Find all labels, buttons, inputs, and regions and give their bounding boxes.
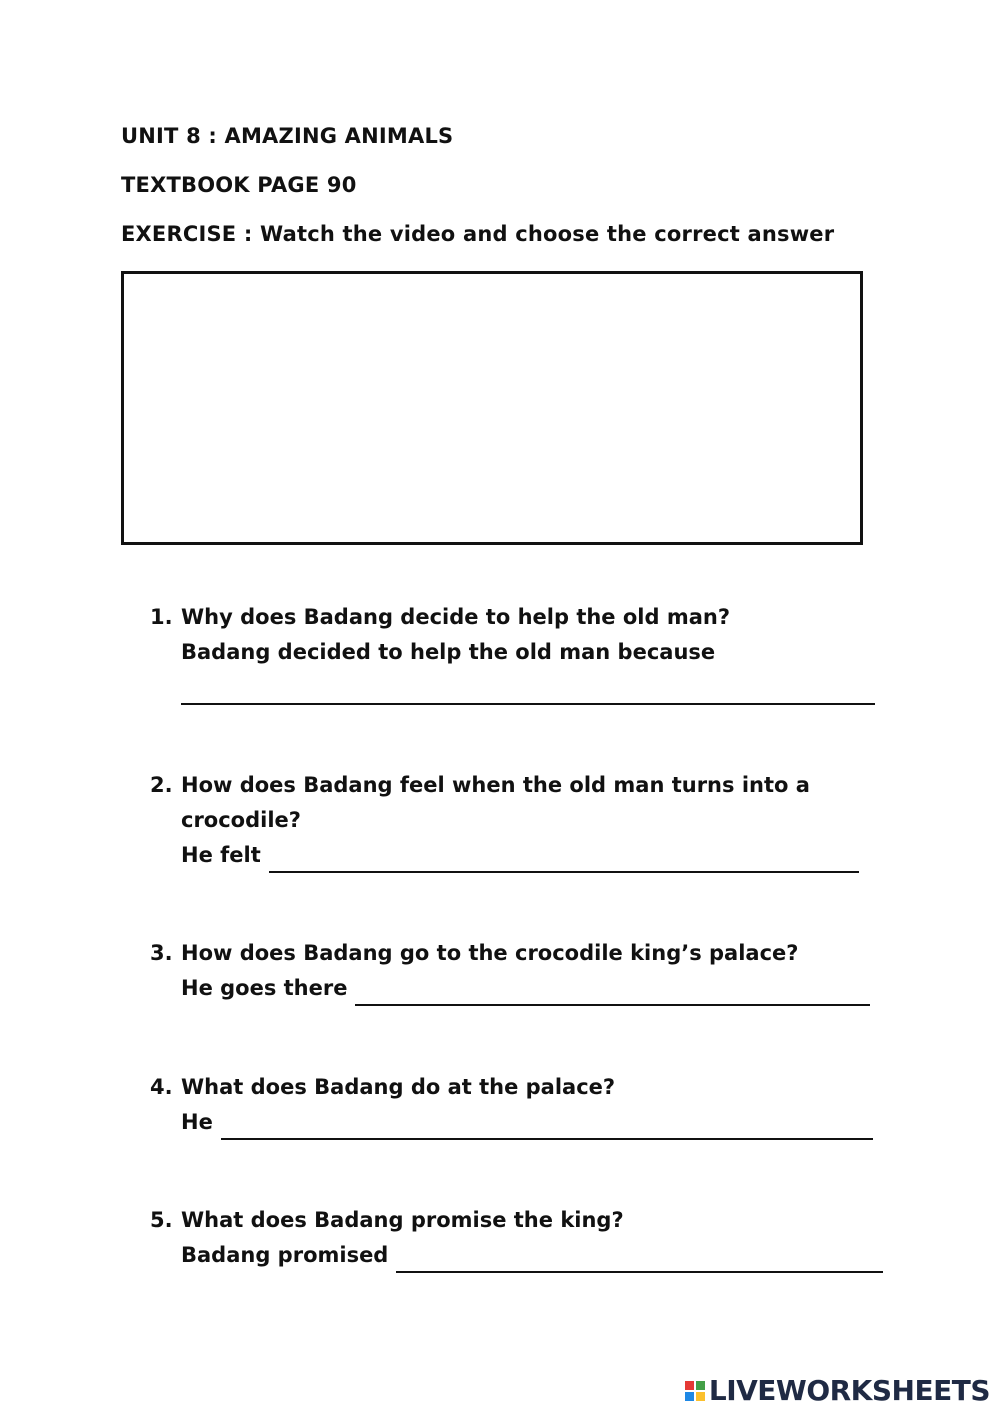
brand-name: LIVEWORKSHEETS (708, 1374, 990, 1407)
video-placeholder[interactable] (121, 271, 863, 545)
question-5 (150, 1203, 890, 1273)
exercise-instruction: EXERCISE : Watch the video and choose the correct answer (121, 222, 835, 246)
textbook-page: TEXTBOOK PAGE 90 (121, 173, 357, 197)
question-text: How does Badang feel when the old man turns into a (181, 773, 810, 797)
answer-prefix: He felt (181, 843, 261, 867)
liveworksheets-logo-icon (685, 1381, 705, 1401)
question-number: 5. (150, 1208, 173, 1232)
unit-title: UNIT 8 : AMAZING ANIMALS (121, 124, 454, 148)
answer-field[interactable] (269, 847, 859, 873)
question-number: 4. (150, 1075, 173, 1099)
answer-field[interactable] (396, 1247, 883, 1273)
question-4 (150, 1070, 890, 1140)
answer-prefix: Badang promised (181, 1243, 389, 1267)
question-text: What does Badang do at the palace? (181, 1075, 616, 1099)
answer-prefix: He (181, 1110, 213, 1134)
answer-lead-text: Badang decided to help the old man because (181, 640, 716, 664)
answer-prefix: He goes there (181, 976, 348, 1000)
liveworksheets-logo (685, 1374, 990, 1407)
question-text: How does Badang go to the crocodile king’s palace? (181, 941, 799, 965)
question-number: 3. (150, 941, 173, 965)
question-1 (150, 600, 890, 705)
question-2 (150, 768, 890, 873)
question-3 (150, 936, 890, 1006)
question-text: Why does Badang decide to help the old man? (181, 605, 731, 629)
question-text: What does Badang promise the king? (181, 1208, 624, 1232)
question-number: 2. (150, 773, 173, 797)
question-text-continued: crocodile? (181, 808, 301, 832)
question-number: 1. (150, 605, 173, 629)
answer-field[interactable] (181, 679, 875, 705)
answer-field[interactable] (355, 980, 870, 1006)
answer-field[interactable] (221, 1114, 873, 1140)
